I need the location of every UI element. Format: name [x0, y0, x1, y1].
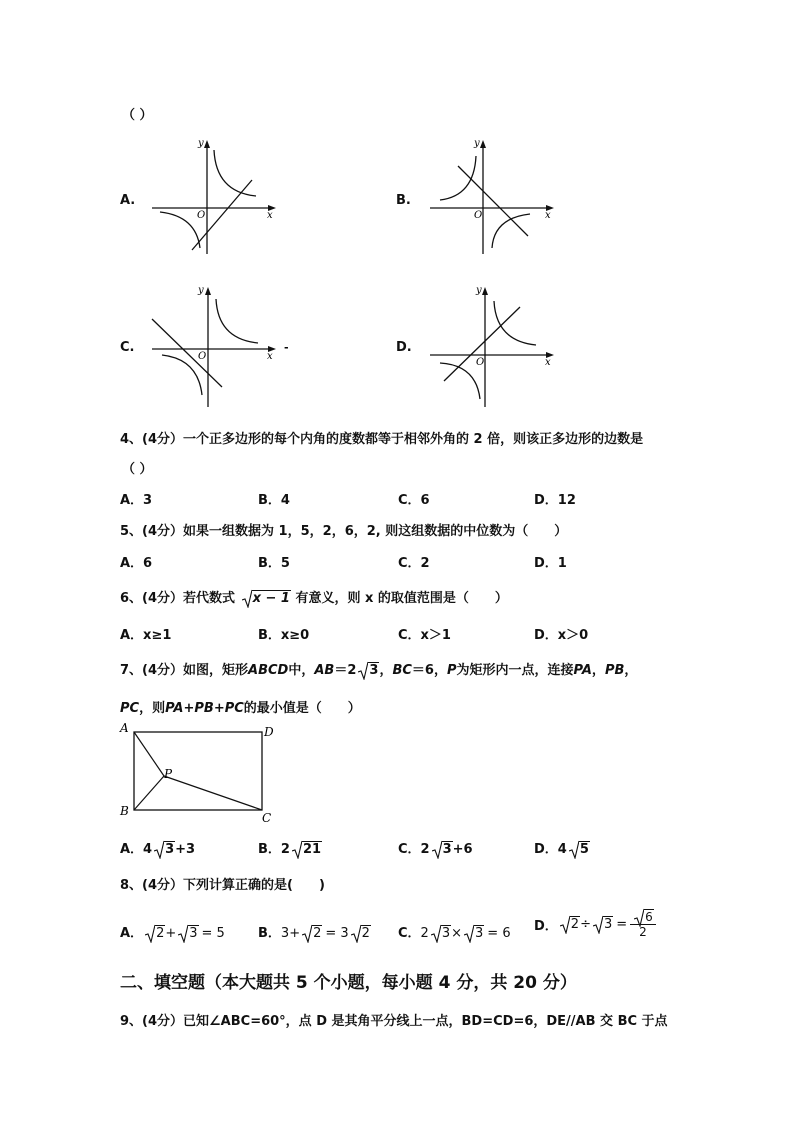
q8-d-fraction — [630, 910, 656, 939]
q8-b-pre: 3+ — [280, 926, 301, 941]
q7-option-d-label: D．4 — [534, 842, 567, 857]
q6-option-a[interactable]: A．x≥1 — [120, 628, 172, 643]
q7-option-c-label: C．2 — [398, 842, 430, 857]
q5-option-b[interactable]: B．5 — [258, 556, 290, 571]
q8-option-a-label: A． — [120, 926, 144, 941]
q6-option-b[interactable]: B．x≥0 — [258, 628, 310, 643]
q7-stem-line1 — [120, 659, 637, 678]
q7-option-d-sqrt — [569, 842, 590, 857]
q3-c-origin: O — [198, 351, 207, 362]
q3-c-axis-y: y — [198, 285, 204, 296]
q8-option-c-label: C． — [398, 926, 421, 941]
q7-radicand: 3 — [369, 663, 379, 678]
q8-d-radicand-1: 2 — [570, 917, 580, 932]
q3-option-d-label[interactable]: D. — [396, 340, 412, 355]
q7-pc: PC — [120, 701, 140, 716]
q3-graph-d — [428, 283, 558, 408]
q8-d-numerator: 6 — [645, 910, 653, 924]
q7-text: 7、(4分）如图，矩形 — [120, 663, 249, 678]
q8-b-sqrt-1 — [302, 926, 322, 941]
q3-d-axis-y: y — [476, 285, 482, 296]
q8-d-sqrt-2 — [593, 917, 613, 932]
q8-d-radicand-2: 3 — [603, 917, 613, 932]
q8-d-denominator: 2 — [639, 925, 647, 939]
q7-option-c-radicand: 3 — [442, 842, 452, 857]
q6-stem-pre: 6、(4分）若代数式 — [120, 591, 236, 606]
q7-option-a-sqrt — [154, 842, 175, 857]
q8-option-c[interactable] — [398, 922, 511, 941]
q8-a-op: + — [165, 926, 177, 941]
q7-text: ，则 — [139, 701, 166, 716]
q3-d-axis-x: x — [545, 357, 551, 368]
q5-stem: 5、(4分）如果一组数据为 1，5，2，6，2, 则这组数据的中位数为（ ） — [120, 524, 568, 539]
q8-d-eq: = — [616, 917, 628, 932]
q8-a-sqrt-2 — [178, 926, 198, 941]
q3-paren: （ ） — [122, 108, 153, 123]
q7-option-a-label: A．4 — [120, 842, 153, 857]
q8-option-d[interactable] — [534, 910, 656, 939]
section-title-fill-in: 二、填空题（本大题共 5 个小题，每小题 4 分，共 20 分） — [120, 973, 577, 993]
q7-stem-line2 — [120, 697, 361, 716]
q7-pa: PA — [573, 663, 592, 678]
q8-c-pre: 2 — [420, 926, 429, 941]
q8-d-sqrt-1 — [560, 917, 580, 932]
q7-rect-name: ABCD — [248, 663, 289, 678]
q7-option-a[interactable] — [120, 838, 195, 857]
q8-d-frac-sqrt — [634, 910, 654, 924]
q7-option-d-radicand: 5 — [579, 842, 589, 857]
q8-a-radicand-1: 2 — [156, 926, 165, 941]
q7-text: ， — [379, 663, 393, 678]
q4-stem: 4、(4分）一个正多边形的每个内角的度数都等于相邻外角的 2 倍，则该正多边形的边数是 — [120, 432, 644, 447]
q8-option-d-label: D． — [534, 919, 558, 934]
q7-vertex-d: D — [264, 725, 274, 739]
q3-graph-b — [428, 136, 558, 256]
q8-b-radicand-2: 2 — [361, 926, 370, 941]
q4-option-c[interactable]: C．6 — [398, 493, 430, 508]
q4-option-b[interactable]: B．4 — [258, 493, 290, 508]
q3-c-extra-mark: - — [284, 341, 289, 354]
q7-sqrt3 — [358, 663, 379, 678]
q7-option-b-label: B．2 — [258, 842, 290, 857]
q7-option-b-radicand: 21 — [302, 842, 322, 857]
q3-b-axis-y: y — [474, 138, 480, 149]
q7-figure-rectangle — [116, 718, 286, 824]
q8-c-op: × — [451, 926, 463, 941]
q3-option-a-label[interactable]: A. — [120, 193, 136, 208]
q8-c-radicand-2: 3 — [475, 926, 484, 941]
q7-vertex-b: B — [120, 804, 129, 818]
q5-option-a[interactable]: A．6 — [120, 556, 153, 571]
q3-a-axis-y: y — [198, 138, 204, 149]
q6-option-c[interactable]: C．x＞1 — [398, 628, 451, 643]
q7-option-c-sqrt — [432, 842, 453, 857]
q3-d-origin: O — [476, 357, 485, 368]
q3-a-origin: O — [197, 210, 206, 221]
q8-b-eq: = 3 — [325, 926, 349, 941]
q6-stem — [120, 587, 508, 606]
q7-text: 中， — [288, 663, 315, 678]
q4-paren: （ ） — [122, 462, 153, 477]
q7-option-a-tail: +3 — [175, 842, 196, 857]
q8-c-radicand-1: 3 — [441, 926, 451, 941]
q7-text: ， — [624, 663, 638, 678]
q3-b-origin: O — [474, 210, 483, 221]
q9-stem: 9、(4分）已知∠ABC=60°，点 D 是其角平分线上一点，BD=CD=6，DE//AB 交 BC 于点 — [120, 1014, 668, 1029]
q5-option-d[interactable]: D．1 — [534, 556, 567, 571]
q8-option-b[interactable] — [258, 922, 371, 941]
q8-a-sqrt-1 — [145, 926, 165, 941]
q8-c-sqrt-1 — [431, 926, 451, 941]
q3-graph-a — [150, 136, 280, 256]
q5-option-c[interactable]: C．2 — [398, 556, 430, 571]
q7-text: 的最小值是（ ） — [243, 701, 361, 716]
q7-pb: PB — [604, 663, 625, 678]
q7-bc: BC — [392, 663, 412, 678]
q3-option-c-label[interactable]: C. — [120, 340, 135, 355]
q8-c-eq: = 6 — [487, 926, 511, 941]
q8-option-b-label: B． — [258, 926, 281, 941]
q3-c-axis-x: x — [267, 351, 273, 362]
q3-b-axis-x: x — [545, 210, 551, 221]
q7-option-d[interactable] — [534, 838, 590, 857]
q6-option-d[interactable]: D．x＞0 — [534, 628, 589, 643]
q8-option-a[interactable] — [120, 922, 225, 941]
q7-option-b[interactable] — [258, 838, 322, 857]
q7-text: 为矩形内一点，连接 — [456, 663, 574, 678]
q3-a-axis-x: x — [267, 210, 273, 221]
q7-text: ＝6， — [411, 663, 447, 678]
q7-sum: PA+PB+PC — [165, 701, 244, 716]
q8-c-sqrt-2 — [464, 926, 484, 941]
q8-b-sqrt-2 — [351, 926, 371, 941]
q7-option-c[interactable] — [398, 838, 473, 857]
q6-sqrt — [242, 591, 291, 606]
q7-option-a-radicand: 3 — [165, 842, 175, 857]
q7-p: P — [446, 663, 457, 678]
q7-text: ， — [591, 663, 605, 678]
q6-stem-post: 有意义，则 x 的取值范围是（ ） — [295, 591, 508, 606]
q4-option-d[interactable]: D．12 — [534, 493, 576, 508]
q7-option-b-sqrt — [292, 842, 322, 857]
q7-text: ＝2 — [334, 663, 357, 678]
q8-a-radicand-2: 3 — [189, 926, 198, 941]
q7-point-p: P — [164, 767, 173, 781]
q7-vertex-a: A — [120, 721, 129, 735]
q8-d-op: ÷ — [580, 917, 591, 932]
q7-ab: AB — [314, 663, 335, 678]
q8-a-eq: = 5 — [201, 926, 225, 941]
q3-option-b-label[interactable]: B. — [396, 193, 411, 208]
q7-option-c-tail: +6 — [452, 842, 473, 857]
q8-stem: 8、(4分）下列计算正确的是( ) — [120, 878, 325, 893]
q4-option-a[interactable]: A．3 — [120, 493, 153, 508]
q6-radicand: x − 1 — [252, 591, 290, 606]
q3-graph-c — [150, 283, 300, 408]
q7-vertex-c: C — [262, 811, 272, 824]
q8-b-radicand-1: 2 — [313, 926, 322, 941]
